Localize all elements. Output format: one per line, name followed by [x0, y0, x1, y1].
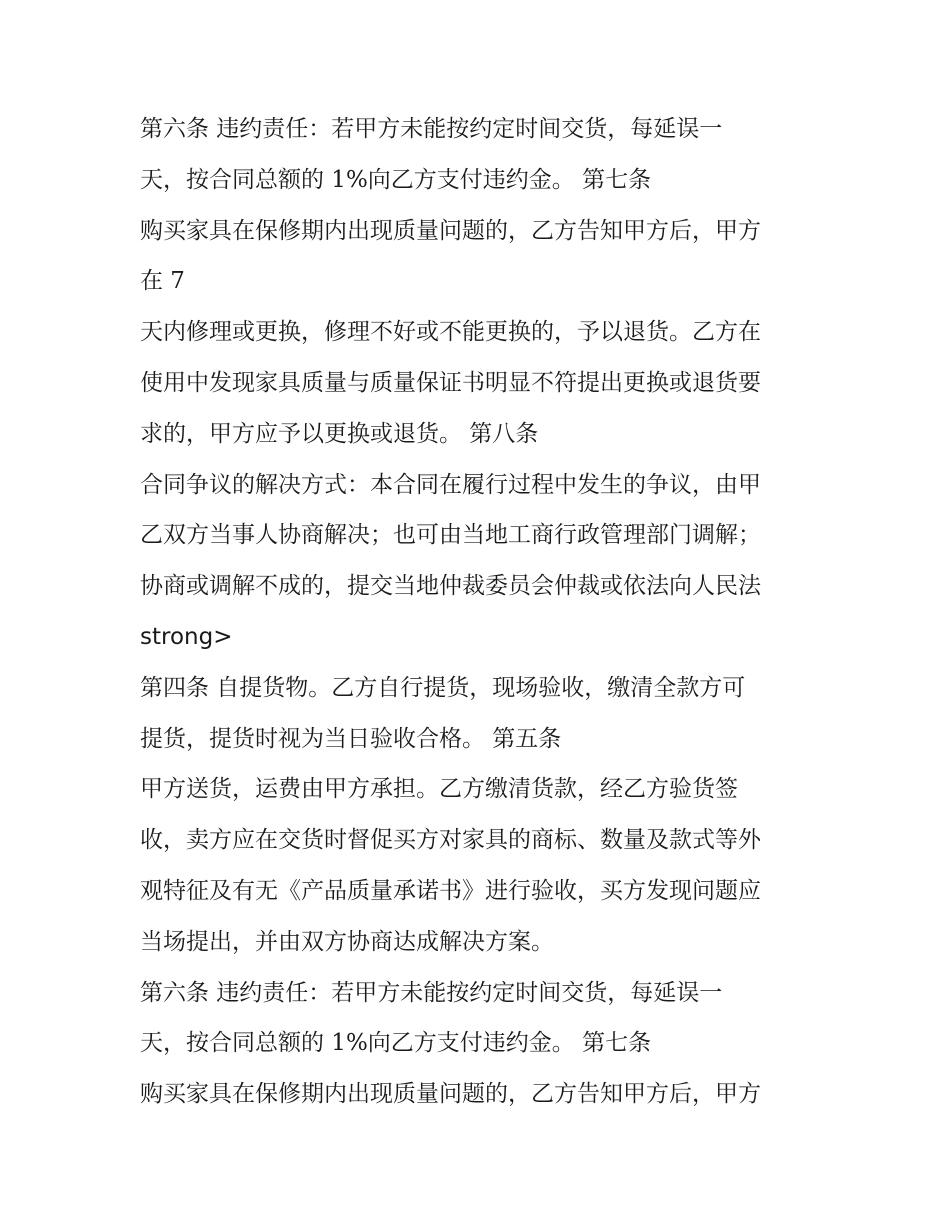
text-line: 在 7	[140, 268, 185, 295]
text-line: 协商或调解不成的，提交当地仲裁委员会仲裁或依法向人民法	[140, 573, 761, 600]
text-line: 天，按合同总额的 1%向乙方支付违约金。 第七条	[140, 166, 652, 193]
text-line: 提货，提货时视为当日验收合格。 第五条	[140, 725, 562, 752]
text-line: 收，卖方应在交货时督促买方对家具的商标、数量及款式等外	[140, 827, 761, 854]
text-line: 乙双方当事人协商解决；也可由当地工商行政管理部门调解；	[140, 522, 761, 549]
stray-markup-text: strong>	[140, 623, 233, 650]
text-line: 天，按合同总额的 1%向乙方支付违约金。 第七条	[140, 1030, 652, 1057]
text-line: 当场提出，并由双方协商达成解决方案。	[140, 928, 554, 955]
text-line: 购买家具在保修期内出现质量问题的，乙方告知甲方后，甲方	[140, 217, 761, 244]
document-body	[140, 104, 830, 1120]
text-line: 求的，甲方应予以更换或退货。 第八条	[140, 420, 539, 447]
text-line: 第四条 自提货物。乙方自行提货，现场验收，缴清全款方可	[140, 674, 746, 701]
text-line: 天内修理或更换，修理不好或不能更换的，予以退货。乙方在	[140, 319, 761, 346]
text-line: 第六条 违约责任：若甲方未能按约定时间交货，每延误一	[140, 116, 723, 142]
text-line: 购买家具在保修期内出现质量问题的，乙方告知甲方后，甲方	[140, 1081, 761, 1108]
text-line: 观特征及有无《产品质量承诺书》进行验收，买方发现问题应	[140, 877, 761, 904]
text-line: 使用中发现家具质量与质量保证书明显不符提出更换或退货要	[140, 369, 761, 396]
text-line: 第六条 违约责任：若甲方未能按约定时间交货，每延误一	[140, 979, 723, 1006]
text-line: 甲方送货，运费由甲方承担。乙方缴清货款，经乙方验货签	[140, 776, 738, 803]
text-line: 合同争议的解决方式：本合同在履行过程中发生的争议，由甲	[140, 471, 761, 498]
